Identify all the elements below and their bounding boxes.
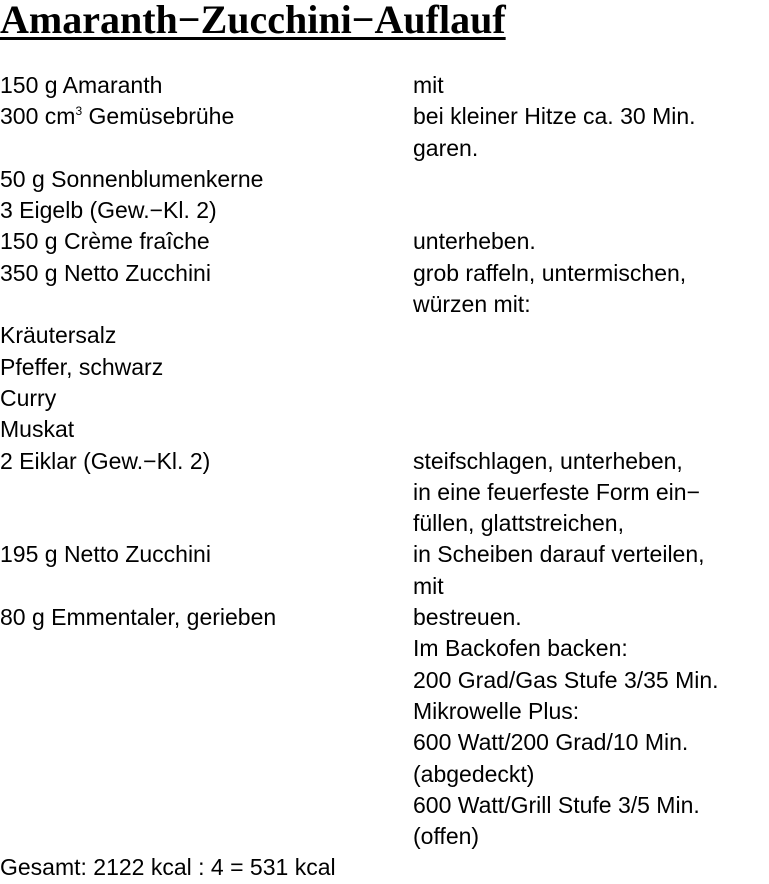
- ingredient: 150 g Crème fraîche: [0, 228, 210, 255]
- ingredient: Pfeffer, schwarz: [0, 353, 164, 380]
- recipe-row: [0, 101, 769, 164]
- ingredient: Kräutersalz: [0, 322, 117, 349]
- superscript-three: 3: [75, 103, 83, 118]
- ingredient: 50 g Sonnenblumenkerne: [0, 165, 264, 192]
- recipe-row: [0, 70, 769, 101]
- ingredient: Curry: [0, 384, 57, 411]
- instruction: unterheben.: [413, 228, 536, 255]
- ingredient-amount: 300 cm: [0, 103, 76, 130]
- ingredient: 3 Eigelb (Gew.−Kl. 2): [0, 197, 217, 224]
- recipe-title: Amaranth−Zucchini−Auflauf: [0, 0, 506, 42]
- instruction: steifschlagen, unterheben, in eine feuerfeste Form ein− füllen, glattstreichen,: [413, 447, 701, 537]
- instruction: bestreuen. Im Backofen backen: 200 Grad/Gas Stufe 3/35 Min. Mikrowelle Plus: 600 Watt/200 Grad/10 Min. (abgedeckt) 600 Watt/Grill Stufe 3/5 Min. (offen): [413, 604, 719, 850]
- recipe-row: [0, 320, 769, 351]
- recipe-row: [0, 258, 769, 321]
- recipe-row: [0, 164, 769, 195]
- recipe-row: [0, 226, 769, 257]
- ingredient: 80 g Emmentaler, gerieben: [0, 604, 277, 631]
- recipe-row: [0, 414, 769, 445]
- recipe-row: [0, 446, 769, 540]
- recipe-body: [0, 70, 769, 884]
- recipe-row: [0, 383, 769, 414]
- ingredient: [0, 101, 413, 132]
- ingredient: 150 g Amaranth: [0, 72, 163, 98]
- ingredient: Muskat: [0, 416, 75, 443]
- ingredient: 2 Eiklar (Gew.−Kl. 2): [0, 447, 211, 474]
- recipe-row: [0, 195, 769, 226]
- recipe-row: [0, 352, 769, 383]
- instruction: bei kleiner Hitze ca. 30 Min. garen.: [413, 103, 696, 161]
- recipe-row: [0, 602, 769, 852]
- instruction: in Scheiben darauf verteilen, mit: [413, 541, 705, 599]
- instruction: grob raffeln, untermischen, würzen mit:: [413, 259, 687, 318]
- ingredient: 195 g Netto Zucchini: [0, 541, 211, 568]
- ingredient-name: Gemüsebrühe: [82, 103, 235, 130]
- instruction: mit: [413, 72, 444, 98]
- ingredient: 350 g Netto Zucchini: [0, 259, 211, 286]
- recipe-row: [0, 539, 769, 602]
- calorie-total: Gesamt: 2122 kcal : 4 = 531 kcal: [0, 854, 336, 881]
